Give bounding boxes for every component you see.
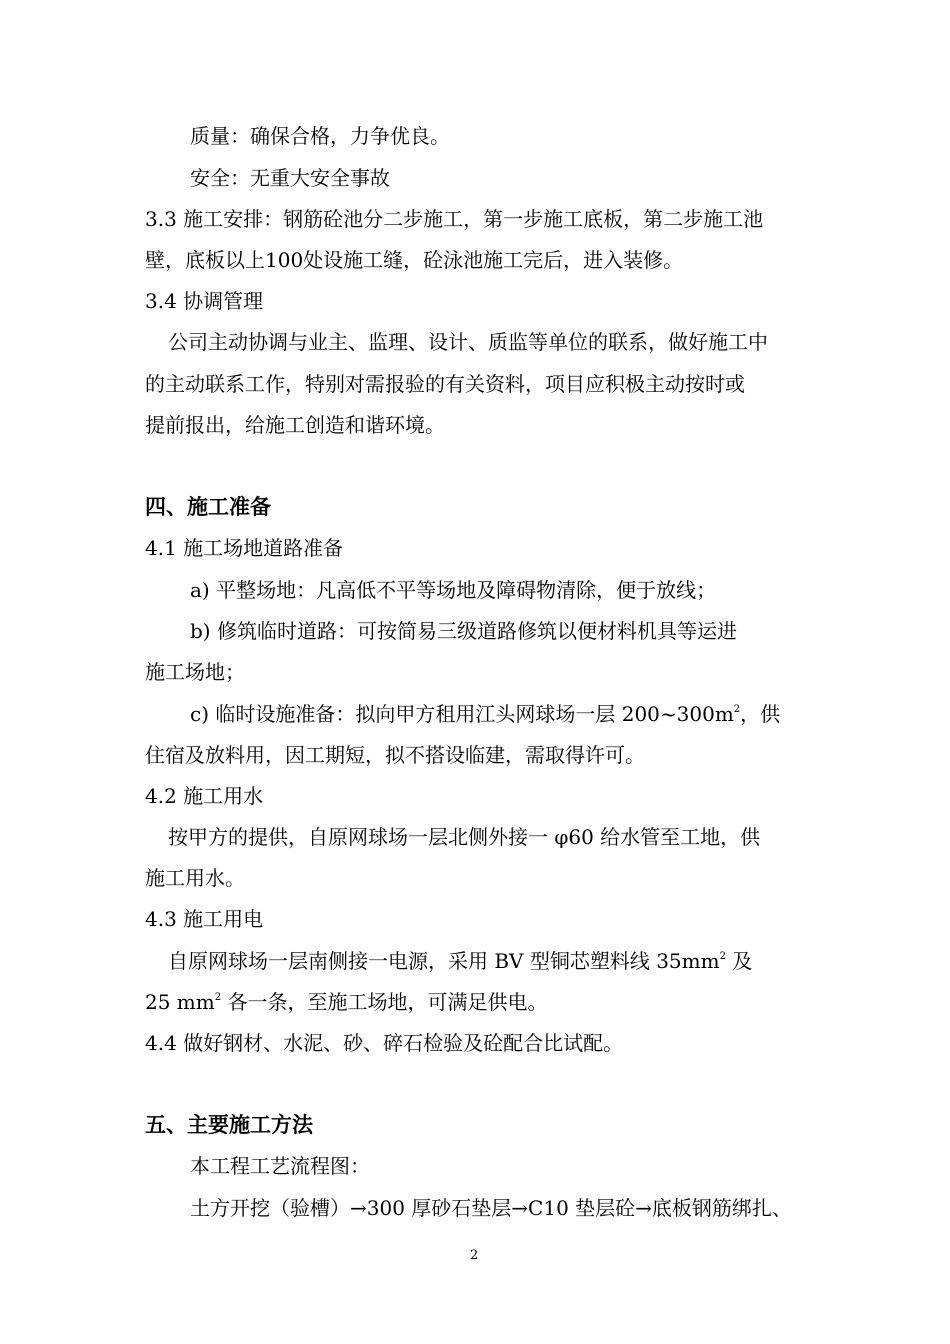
section-4-1: 4.1 施工场地道路准备 — [145, 536, 344, 560]
body-line: 提前报出，给施工创造和谐环境。 — [145, 413, 445, 437]
body-line: 施工用水。 — [145, 866, 245, 890]
body-line: 按甲方的提供，自原网球场一层北侧外接一 φ60 给水管至工地，供 — [168, 825, 761, 849]
body-line: 自原网球场一层南侧接一电源，采用 BV 型铜芯塑料线 $35mm^2$ 及 — [168, 949, 753, 973]
process-flow-line: 土方开挖（验槽）→300 厚砂石垫层→C10 垫层砼→底板钢筋绑扎、 — [190, 1196, 792, 1220]
body-line: 本工程工艺流程图： — [190, 1154, 370, 1178]
heading-section-4: 四、施工准备 — [145, 495, 271, 519]
safety-line: 安全：无重大安全事故 — [190, 166, 390, 190]
item-a: a) 平整场地：凡高低不平等场地及障碍物清除，便于放线； — [190, 578, 717, 602]
item-b: b) 修筑临时道路：可按简易三级道路修筑以便材料机具等运进 — [190, 619, 737, 643]
body-line: 的主动联系工作，特别对需报验的有关资料，项目应积极主动按时或 — [145, 372, 745, 396]
body-line: 施工场地； — [145, 660, 245, 684]
body-line: 壁，底板以上100处设施工缝，砼泳池施工完后，进入装修。 — [145, 248, 684, 272]
body-line: 住宿及放料用，因工期短，拟不搭设临建，需取得许可。 — [145, 743, 645, 767]
heading-section-5: 五、主要施工方法 — [145, 1113, 313, 1137]
body-line: 公司主动协调与业主、监理、设计、质监等单位的联系，做好施工中 — [168, 330, 768, 354]
section-4-2: 4.2 施工用水 — [145, 784, 264, 808]
item-c: c) 临时设施准备：拟向甲方租用江头网球场一层 $200\sim 300m^2$，供 — [190, 702, 781, 726]
quality-line: 质量：确保合格，力争优良。 — [190, 124, 450, 148]
section-4-4: 4.4 做好钢材、水泥、砂、碎石检验及砼配合比试配。 — [145, 1031, 624, 1055]
page-number: 2 — [470, 1248, 479, 1263]
section-4-3: 4.3 施工用电 — [145, 907, 264, 931]
section-3-3: 3.3 施工安排：钢筋砼池分二步施工，第一步施工底板，第二步施工池 — [145, 207, 764, 231]
body-line: 25 $mm^2$ 各一条，至施工场地，可满足供电。 — [145, 990, 548, 1014]
section-3-4: 3.4 协调管理 — [145, 289, 264, 313]
